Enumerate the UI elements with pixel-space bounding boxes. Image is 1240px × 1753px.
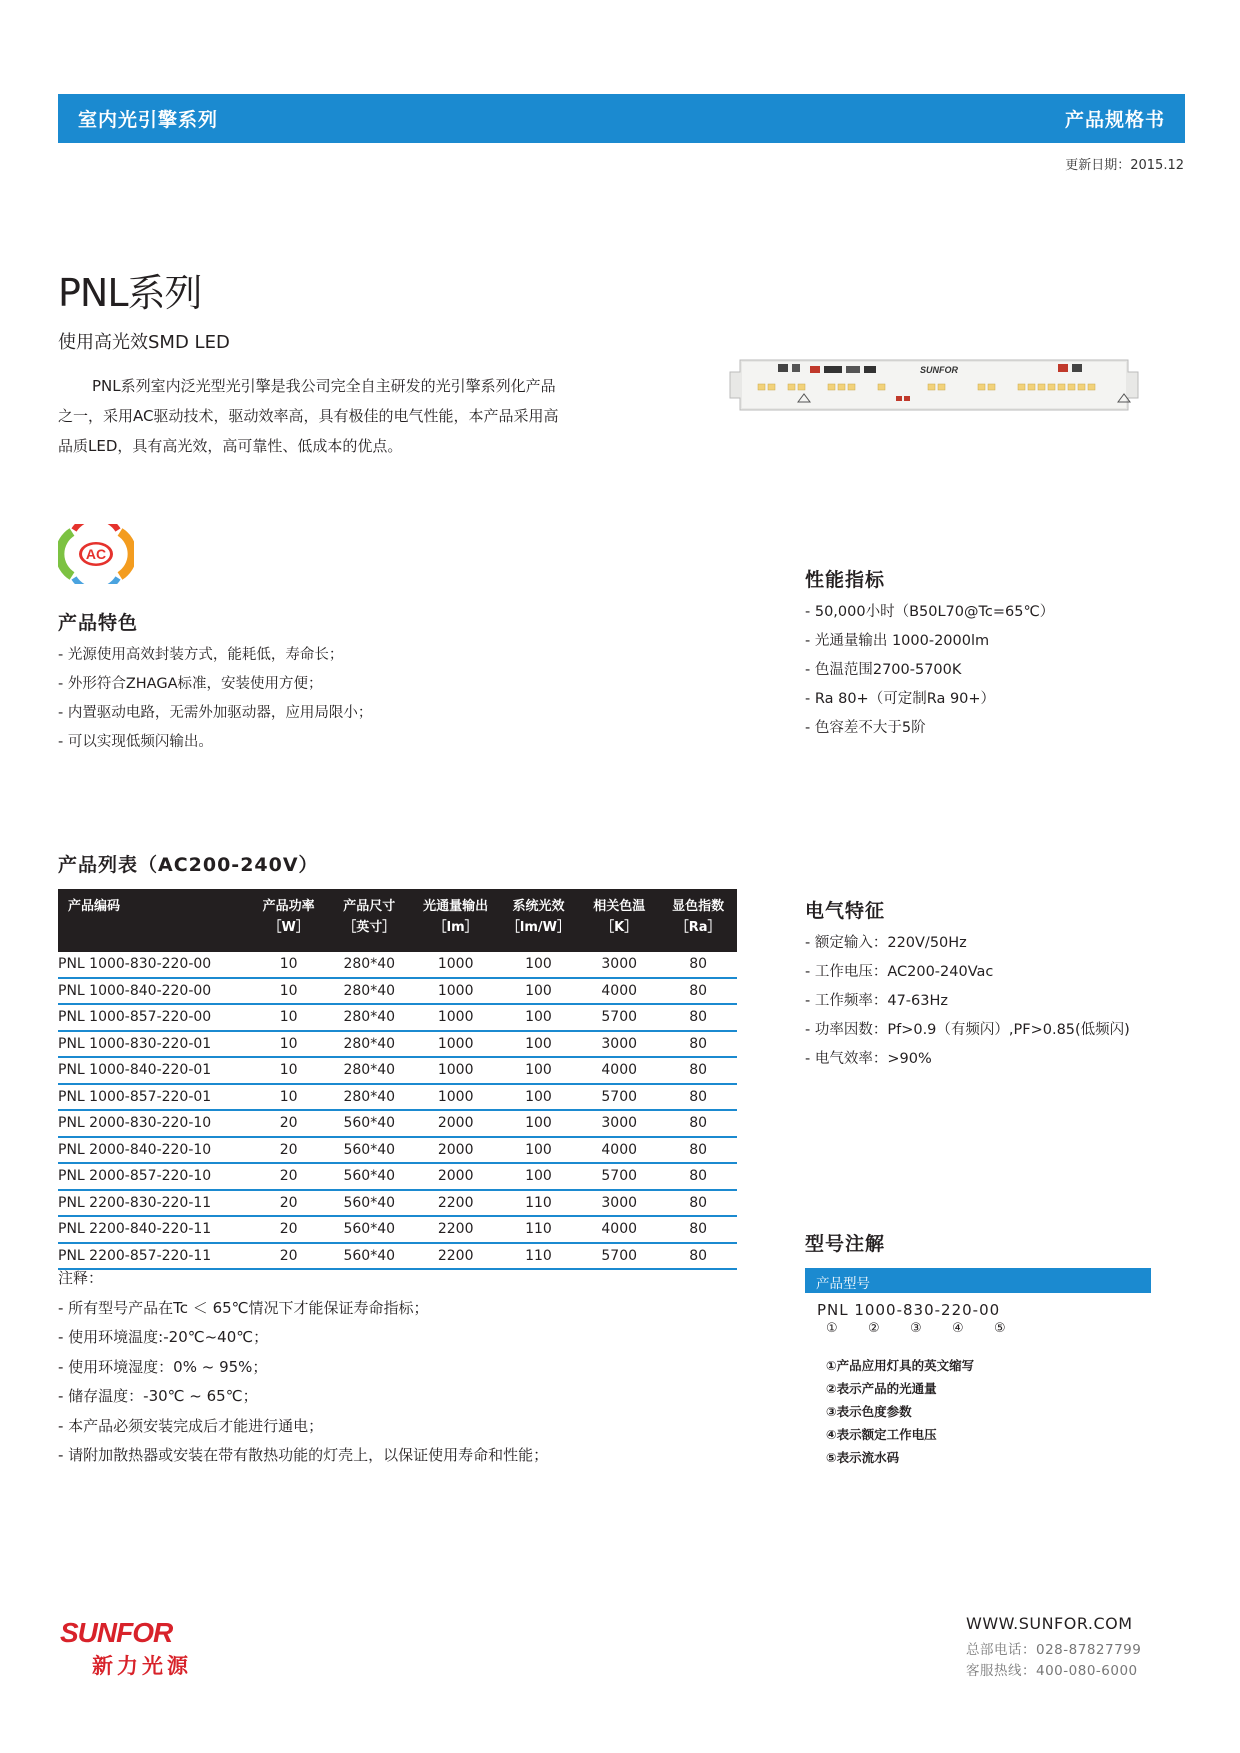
table-cell: 10 (252, 1004, 325, 1031)
table-row (58, 1137, 737, 1164)
ac-logo-text: AC (85, 546, 107, 562)
table-cell: 20 (252, 1216, 325, 1243)
table-cell: 10 (252, 978, 325, 1005)
list-item: - 请附加散热器或安装在带有散热功能的灯壳上，以保证使用寿命和性能； (58, 1446, 549, 1464)
table-cell: PNL 1000-830-220-01 (58, 1031, 252, 1058)
legend-item: ③表示色度参数 (826, 1404, 912, 1419)
led-board-image (728, 356, 1140, 414)
table-cell: 80 (659, 1057, 737, 1084)
list-item: - 使用环境湿度：0% ~ 95%； (58, 1357, 268, 1376)
model-bar (805, 1268, 1151, 1293)
brand-cn: 新力光源 (92, 1654, 192, 1678)
legend-item: ④表示额定工作电压 (826, 1427, 937, 1442)
list-item: - 可以实现低频闪输出。 (58, 734, 213, 750)
list-item: - 50,000小时（B50L70@Tc=65℃） (805, 604, 1055, 620)
table-cell: 280*40 (325, 978, 413, 1005)
model-bar-label: 产品型号 (816, 1276, 870, 1292)
table-cell: 10 (252, 1084, 325, 1111)
table-cell: 4000 (579, 1137, 659, 1164)
table-cell: 80 (659, 1243, 737, 1270)
list-item: - 色温范围2700-5700K (805, 662, 962, 678)
table-row (58, 952, 737, 978)
table-cell: 80 (659, 1190, 737, 1217)
table-cell: 20 (252, 1137, 325, 1164)
marker: ④ (952, 1321, 964, 1336)
table-cell: 10 (252, 1057, 325, 1084)
table-cell: 2000 (413, 1163, 497, 1190)
table-row (58, 1216, 737, 1243)
table-cell: 280*40 (325, 1031, 413, 1058)
notes-heading: 注释： (58, 1269, 104, 1287)
table-cell: PNL 2200-857-220-11 (58, 1243, 252, 1270)
table-cell: 560*40 (325, 1110, 413, 1137)
list-item: - 额定输入：220V/50Hz (805, 935, 967, 951)
list-item: - 内置驱动电路，无需外加驱动器，应用局限小； (58, 705, 373, 721)
table-cell: 100 (498, 1163, 579, 1190)
website[interactable]: WWW.SUNFOR.COM (966, 1614, 1133, 1633)
board-logo-text: SUNFOR (920, 365, 958, 375)
table-cell: 280*40 (325, 1057, 413, 1084)
table-cell: PNL 1000-830-220-00 (58, 952, 252, 978)
table-cell: 20 (252, 1190, 325, 1217)
page-title: PNL系列 (58, 271, 202, 315)
list-item: - 外形符合ZHAGA标准，安装使用方便； (58, 676, 323, 692)
electrical-heading: 电气特征 (805, 900, 886, 922)
table-cell: 110 (498, 1190, 579, 1217)
list-item: - 所有型号产品在Tc ＜ 65℃情况下才能保证寿命指标； (58, 1298, 429, 1317)
service-hotline: 客服热线：400-080-6000 (966, 1663, 1138, 1679)
model-legend (826, 1354, 974, 1469)
table-cell: PNL 1000-857-220-00 (58, 1004, 252, 1031)
table-row (58, 1190, 737, 1217)
table-cell: 560*40 (325, 1190, 413, 1217)
table-row (58, 1163, 737, 1190)
table-cell: 100 (498, 1110, 579, 1137)
table-cell: 2000 (413, 1137, 497, 1164)
table-cell: 10 (252, 1031, 325, 1058)
table-cell: 560*40 (325, 1137, 413, 1164)
column-header: 光通量输出 ［lm］ (413, 889, 497, 952)
marker: ② (868, 1321, 880, 1336)
list-item: - Ra 80+（可定制Ra 90+） (805, 691, 996, 707)
legend-item: ②表示产品的光通量 (826, 1381, 937, 1396)
table-cell: 5700 (579, 1004, 659, 1031)
table-cell: 3000 (579, 952, 659, 978)
header-bar (58, 94, 1185, 143)
table-cell: 1000 (413, 1084, 497, 1111)
legend-item: ①产品应用灯具的英文缩写 (826, 1358, 975, 1373)
table-row (58, 1031, 737, 1058)
table-cell: 100 (498, 952, 579, 978)
performance-list (805, 598, 1054, 743)
product-table (58, 889, 737, 1270)
table-cell: 80 (659, 1163, 737, 1190)
table-header-row (58, 889, 737, 952)
table-cell: 80 (659, 1031, 737, 1058)
column-header: 产品尺寸 ［英寸］ (325, 889, 413, 952)
model-heading: 型号注解 (805, 1233, 886, 1255)
legend-item: ⑤表示流水码 (826, 1450, 900, 1465)
list-item: - 功率因数：Pf>0.9（有频闪）,PF>0.85(低频闪) (805, 1022, 1130, 1038)
column-header: 产品功率 ［W］ (252, 889, 325, 952)
table-cell: 110 (498, 1243, 579, 1270)
table-cell: 560*40 (325, 1243, 413, 1270)
table-cell: 1000 (413, 978, 497, 1005)
table-cell: 5700 (579, 1243, 659, 1270)
contact-info (966, 1640, 1141, 1682)
model-code: PNL 1000-830-220-00 (817, 1301, 1001, 1319)
table-cell: 1000 (413, 1031, 497, 1058)
update-date: 更新日期：2015.12 (1065, 158, 1184, 173)
table-cell: 100 (498, 1031, 579, 1058)
list-item: - 电气效率：>90% (805, 1051, 932, 1067)
sunfor-logo (60, 1612, 240, 1652)
table-cell: 100 (498, 1137, 579, 1164)
marker: ③ (910, 1321, 922, 1336)
table-cell: 20 (252, 1110, 325, 1137)
table-cell: 5700 (579, 1084, 659, 1111)
table-row (58, 1110, 737, 1137)
series-title: 室内光引擎系列 (78, 109, 219, 131)
list-item: - 光源使用高效封装方式，能耗低，寿命长； (58, 647, 344, 663)
table-cell: 100 (498, 1084, 579, 1111)
table-cell: 3000 (579, 1031, 659, 1058)
list-item: - 本产品必须安装完成后才能进行通电； (58, 1416, 324, 1435)
table-cell: 2000 (413, 1110, 497, 1137)
list-item: - 色容差不大于5阶 (805, 720, 926, 736)
features-list (58, 641, 372, 757)
column-header: 系统光效 ［lm/W］ (498, 889, 579, 952)
list-item: - 光通量输出 1000-2000lm (805, 633, 990, 649)
page-subtitle: 使用高光效SMD LED (58, 332, 230, 353)
table-cell: 1000 (413, 952, 497, 978)
table-cell: 5700 (579, 1163, 659, 1190)
list-item: - 储存温度：-30℃ ~ 65℃； (58, 1387, 258, 1405)
table-cell: 4000 (579, 1057, 659, 1084)
table-cell: 110 (498, 1216, 579, 1243)
intro-paragraph: PNL系列室内泛光型光引擎是我公司完全自主研发的光引擎系列化产品之一，采用AC驱动技术，驱动效率高，具有极佳的电气性能，本产品采用高品质LED，具有高光效，高可靠性、低成本的优点。 (58, 377, 559, 455)
table-cell: 560*40 (325, 1163, 413, 1190)
brand-text: SUNFOR (60, 1617, 173, 1648)
table-cell: 3000 (579, 1190, 659, 1217)
table-cell: 80 (659, 978, 737, 1005)
table-cell: 10 (252, 952, 325, 978)
table-cell: 4000 (579, 1216, 659, 1243)
table-row (58, 1084, 737, 1111)
column-header: 产品编码 (58, 889, 252, 952)
table-cell: PNL 2000-857-220-10 (58, 1163, 252, 1190)
ac-drive-logo (58, 524, 134, 584)
electrical-list (805, 929, 1130, 1074)
doc-type: 产品规格书 (1064, 109, 1165, 131)
model-markers (826, 1321, 1036, 1336)
marker: ① (826, 1321, 838, 1336)
notes (58, 1264, 548, 1471)
table-cell: 280*40 (325, 1004, 413, 1031)
table-cell: PNL 1000-840-220-00 (58, 978, 252, 1005)
product-list-heading: 产品列表（AC200-240V） (58, 854, 319, 876)
performance-heading: 性能指标 (805, 569, 886, 591)
table-cell: 100 (498, 1057, 579, 1084)
table-cell: PNL 2000-830-220-10 (58, 1110, 252, 1137)
table-cell: 560*40 (325, 1216, 413, 1243)
table-cell: PNL 2200-840-220-11 (58, 1216, 252, 1243)
table-cell: 1000 (413, 1057, 497, 1084)
marker: ⑤ (994, 1321, 1006, 1336)
table-cell: 2200 (413, 1243, 497, 1270)
hq-phone: 总部电话：028-87827799 (966, 1642, 1142, 1658)
table-cell: 80 (659, 1084, 737, 1111)
table-cell: 80 (659, 1110, 737, 1137)
table-cell: 2200 (413, 1190, 497, 1217)
table-cell: 80 (659, 1137, 737, 1164)
table-cell: 3000 (579, 1110, 659, 1137)
table-cell: 1000 (413, 1004, 497, 1031)
table-row (58, 1004, 737, 1031)
table-cell: 80 (659, 1004, 737, 1031)
table-cell: 80 (659, 1216, 737, 1243)
table-cell: 100 (498, 978, 579, 1005)
table-cell: PNL 2000-840-220-10 (58, 1137, 252, 1164)
table-cell: PNL 2200-830-220-11 (58, 1190, 252, 1217)
list-item: - 工作频率：47-63Hz (805, 993, 948, 1009)
table-row (58, 978, 737, 1005)
list-item: - 工作电压：AC200-240Vac (805, 964, 994, 980)
table-cell: 20 (252, 1243, 325, 1270)
table-cell: 100 (498, 1004, 579, 1031)
column-header: 显色指数 ［Ra］ (659, 889, 737, 952)
table-cell: 280*40 (325, 952, 413, 978)
table-cell: 4000 (579, 978, 659, 1005)
features-heading: 产品特色 (58, 612, 139, 634)
table-row (58, 1057, 737, 1084)
table-cell: 2200 (413, 1216, 497, 1243)
list-item: - 使用环境温度:-20℃~40℃； (58, 1328, 269, 1346)
table-cell: 280*40 (325, 1084, 413, 1111)
column-header: 相关色温 ［K］ (579, 889, 659, 952)
table-cell: 80 (659, 952, 737, 978)
table-cell: PNL 1000-857-220-01 (58, 1084, 252, 1111)
table-cell: PNL 1000-840-220-01 (58, 1057, 252, 1084)
table-cell: 20 (252, 1163, 325, 1190)
